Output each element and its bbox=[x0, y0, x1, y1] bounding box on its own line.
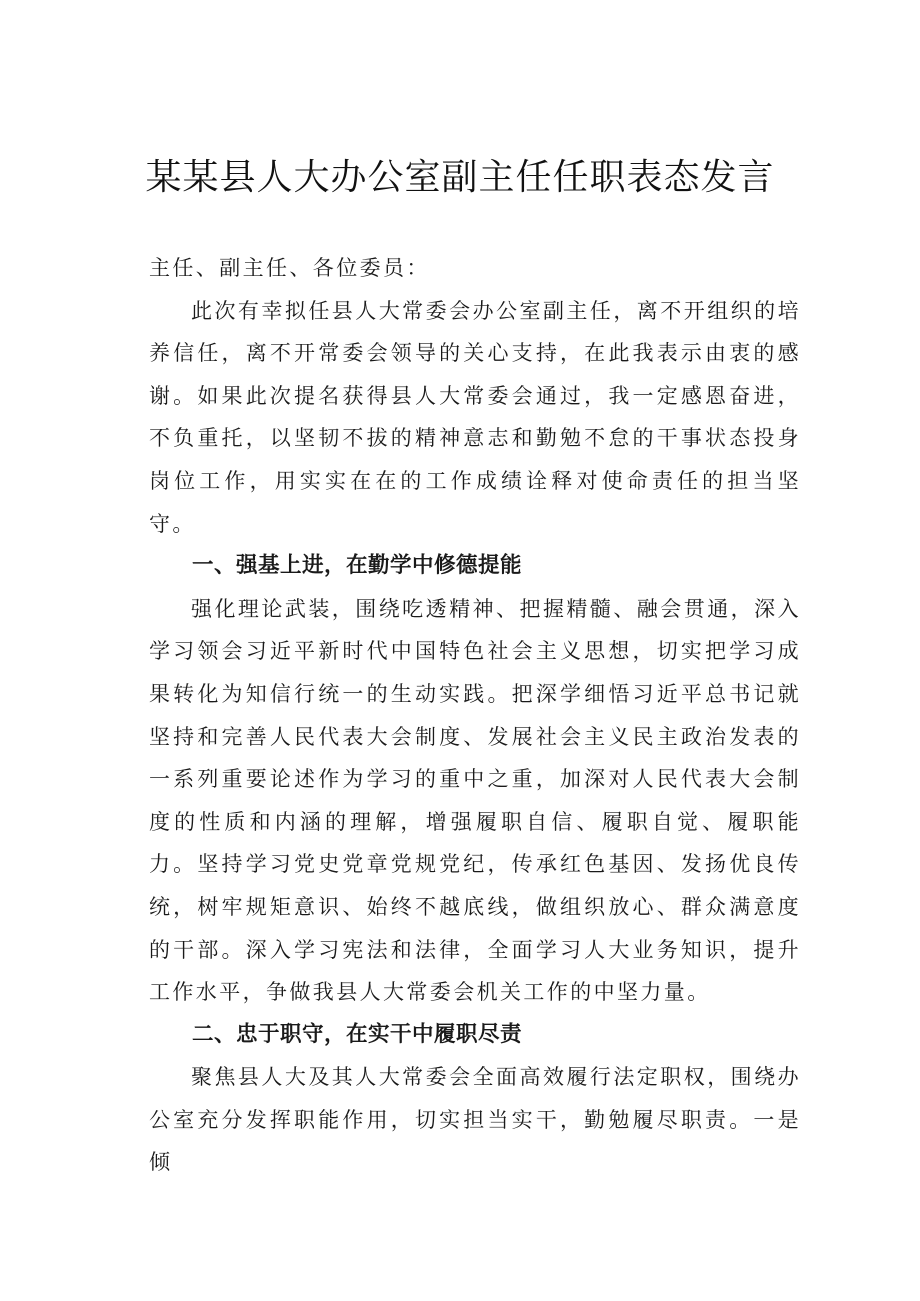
document-body bbox=[149, 247, 801, 1184]
section-heading-1: 一、强基上进，在勤学中修德提能 bbox=[192, 553, 523, 579]
section-paragraph-1: 强化理论武装，围绕吃透精神、把握精髓、融会贯通，深入学习领会习近平新时代中国特色社会主义思想，切实把学习成果转化为知信行统一的生动实践。把深学细悟习近平总书记就坚持和完善人民代表大会制度、发展社会主义民主政治发表的一系列重要论述作为学习的重中之重，加深对人民代表大会制度的性质和内涵的理解，增强履职自信、履职自觉、履职能力。坚持学习党史党章党规党纪，传承红色基因、发扬优良传统，树牢规矩意识、始终不越底线，做组织放心、群众满意度的干部。深入学习宪法和法律，全面学习人大业务知识，提升工作水平，争做我县人大常委会机关工作的中坚力量。 bbox=[149, 596, 801, 1005]
document-title: 某某县人大办公室副主任任职表态发言 bbox=[145, 157, 775, 198]
intro-paragraph: 此次有幸拟任县人大常委会办公室副主任，离不开组织的培养信任，离不开常委会领导的关心支持，在此我表示由衷的感谢。如果此次提名获得县人大常委会通过，我一定感恩奋进，不负重托，以坚韧不拔的精神意志和勤勉不怠的干事状态投身岗位工作，用实实在在的工作成绩诠释对使命责任的担当坚守。 bbox=[149, 298, 801, 536]
section-heading-2: 二、忠于职守，在实干中履职尽责 bbox=[192, 1021, 523, 1047]
section-paragraph-2: 聚焦县人大及其人大常委会全面高效履行法定职权，围绕办公室充分发挥职能作用，切实担当实干，勤勉履尽职责。一是倾 bbox=[149, 1065, 801, 1175]
salutation: 主任、副主任、各位委员： bbox=[149, 256, 430, 280]
